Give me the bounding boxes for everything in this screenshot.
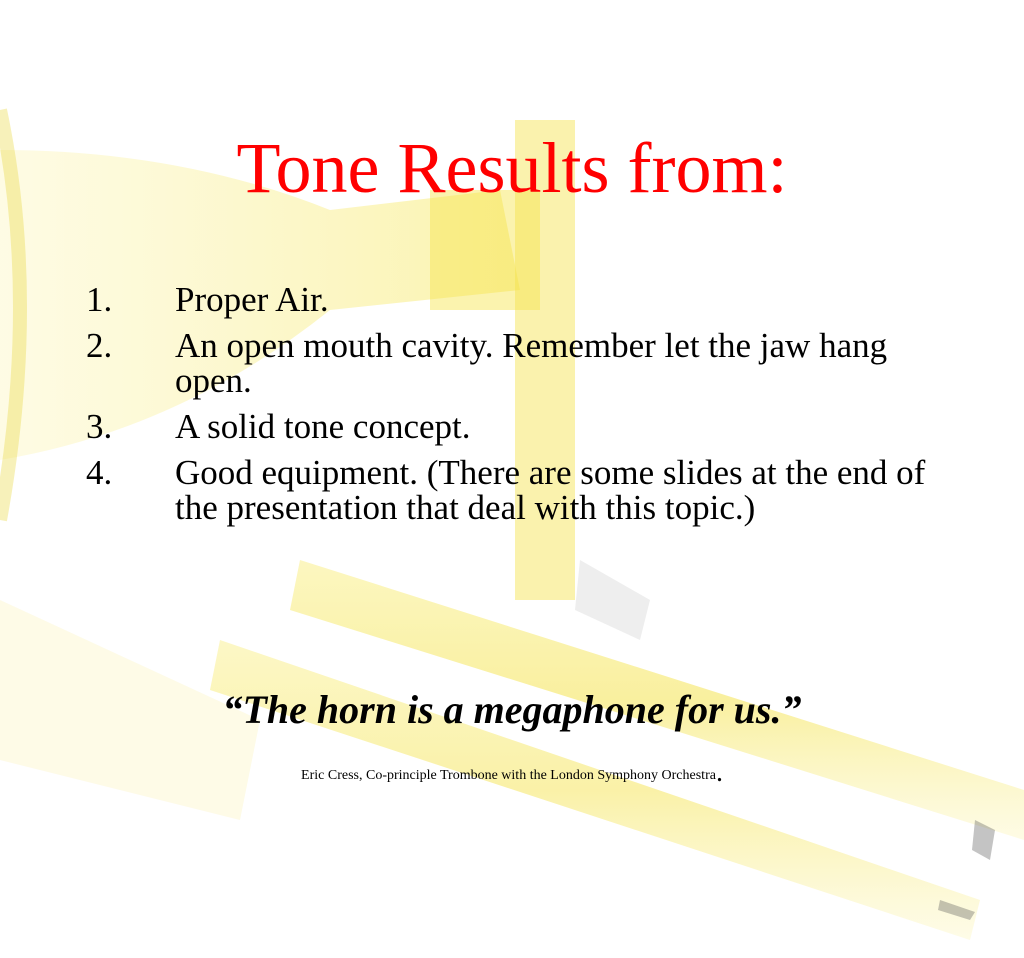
list-item-text: Proper Air. <box>175 280 329 319</box>
attribution-period: . <box>715 757 723 788</box>
list-item-number: 3. <box>86 407 113 446</box>
list-item-text: Good equipment. (There are some slides at the end of the presentation that deal with this topic.) <box>175 453 926 527</box>
list-item <box>86 409 946 444</box>
slide-title: Tone Results from: <box>236 128 788 208</box>
list-item-number: 1. <box>86 280 113 319</box>
list-item-text: An open mouth cavity. Remember let the jaw hang open. <box>175 326 888 400</box>
list-item-number: 4. <box>86 453 113 492</box>
list-item <box>86 282 946 317</box>
attribution-text: Eric Cress, Co-principle Trombone with the London Symphony Orchestra <box>301 768 716 783</box>
list-item <box>86 455 946 525</box>
quote-attribution <box>0 757 1024 788</box>
tone-factors-list <box>86 282 946 536</box>
quote: “The horn is a megaphone for us.” <box>222 687 802 732</box>
list-item <box>86 328 946 398</box>
list-item-number: 2. <box>86 326 113 365</box>
list-item-text: A solid tone concept. <box>175 407 471 446</box>
